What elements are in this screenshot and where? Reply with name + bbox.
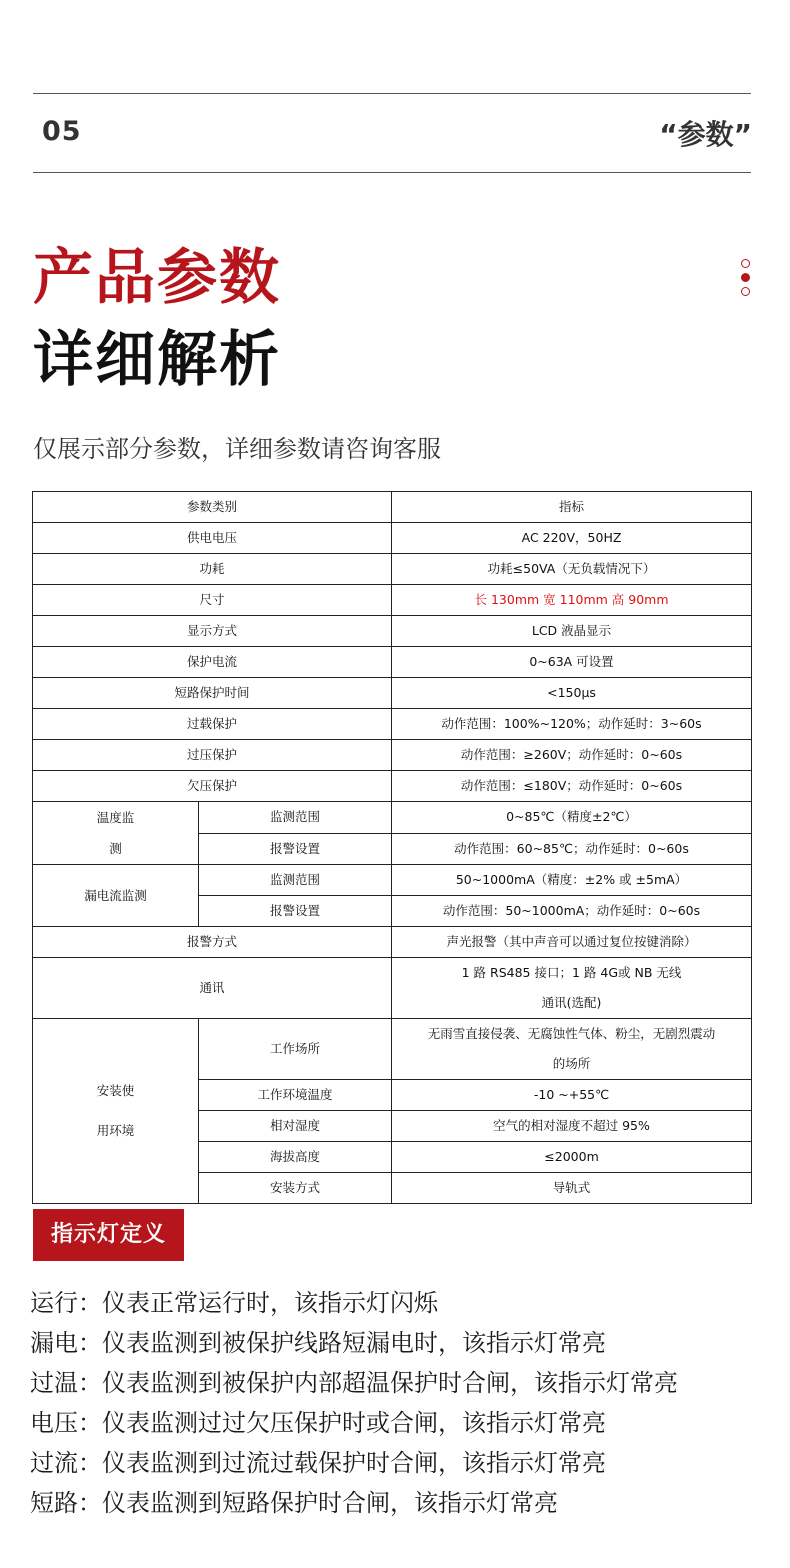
list-item: 运行：仪表正常运行时，该指示灯闪烁 — [30, 1289, 438, 1317]
row-value: 声光报警（其中声音可以通过复位按键消除） — [392, 927, 752, 958]
install-value-line: 无雨雪直接侵袭、无腐蚀性气体、粉尘，无剧烈震动 — [427, 1026, 716, 1041]
row-label: 报警方式 — [33, 927, 392, 958]
table-row — [33, 927, 752, 958]
install-value: 空气的相对湿度不超过 95% — [392, 1111, 752, 1142]
table-row — [33, 802, 752, 834]
table-row — [33, 647, 752, 678]
table-header-row — [33, 492, 752, 523]
row-value: LCD 液晶显示 — [392, 616, 752, 647]
temp-group-label — [33, 802, 199, 865]
table-row — [33, 523, 752, 554]
table-row — [33, 771, 752, 802]
row-value: AC 220V，50HZ — [392, 523, 752, 554]
row-label: 过压保护 — [33, 740, 392, 771]
parameter-table — [32, 491, 752, 1204]
table-row — [33, 709, 752, 740]
temp-label-part: 温度监 — [96, 810, 135, 825]
table-row — [33, 585, 752, 616]
install-sub-label: 海拔高度 — [199, 1142, 392, 1173]
bottom-divider — [33, 172, 751, 173]
row-value: 动作范围：100%~120%；动作延时：3~60s — [392, 709, 752, 740]
table-row — [33, 958, 752, 1019]
section-name: “参数” — [659, 118, 752, 151]
table-row — [33, 616, 752, 647]
install-value-line: 的场所 — [552, 1056, 591, 1071]
install-sub-label: 工作环境温度 — [199, 1080, 392, 1111]
dot-icon — [741, 287, 750, 296]
row-label: 欠压保护 — [33, 771, 392, 802]
table-row — [33, 554, 752, 585]
row-value: 动作范围：≤180V；动作延时：0~60s — [392, 771, 752, 802]
row-value-dimensions: 长 130mm 宽 110mm 高 90mm — [392, 585, 752, 616]
install-group-label — [33, 1019, 199, 1204]
top-divider — [33, 93, 751, 94]
install-value: ≤2000m — [392, 1142, 752, 1173]
list-item: 电压：仪表监测过过欠压保护时或合闸，该指示灯常亮 — [30, 1409, 606, 1437]
install-value: -10 ~+55℃ — [392, 1080, 752, 1111]
install-label-part: 用环境 — [96, 1123, 135, 1138]
install-sub-label: 工作场所 — [199, 1019, 392, 1080]
decorative-dots — [741, 259, 753, 301]
temp-sub-label: 报警设置 — [199, 833, 392, 865]
row-label: 通讯 — [33, 958, 392, 1019]
table-header-value: 指标 — [392, 492, 752, 523]
install-label-part: 安装使 — [96, 1083, 135, 1098]
comm-value-line: 通讯(选配) — [541, 995, 602, 1010]
install-value: 导轨式 — [392, 1173, 752, 1204]
row-label: 功耗 — [33, 554, 392, 585]
row-value: <150μs — [392, 678, 752, 709]
dot-icon — [741, 259, 750, 268]
list-item: 漏电：仪表监测到被保护线路短漏电时，该指示灯常亮 — [30, 1329, 606, 1357]
leak-group-label: 漏电流监测 — [33, 865, 199, 927]
install-value — [392, 1019, 752, 1080]
install-sub-label: 相对湿度 — [199, 1111, 392, 1142]
temp-sub-label: 监测范围 — [199, 802, 392, 834]
list-item: 过温：仪表监测到被保护内部超温保护时合闸，该指示灯常亮 — [30, 1369, 678, 1397]
leak-sub-label: 报警设置 — [199, 896, 392, 927]
leak-value: 50~1000mA（精度：±2% 或 ±5mA） — [392, 865, 752, 896]
list-item: 过流：仪表监测到过流过载保护时合闸，该指示灯常亮 — [30, 1449, 606, 1477]
page-title-black: 详细解析 — [33, 325, 281, 395]
page-title-red: 产品参数 — [33, 243, 281, 313]
row-value: 功耗≤50VA（无负载情况下） — [392, 554, 752, 585]
row-value — [392, 958, 752, 1019]
row-value: 0~63A 可设置 — [392, 647, 752, 678]
row-label: 显示方式 — [33, 616, 392, 647]
table-row — [33, 1019, 752, 1080]
row-value: 动作范围：≥260V；动作延时：0~60s — [392, 740, 752, 771]
section-number: 05 — [42, 116, 82, 147]
install-sub-label: 安装方式 — [199, 1173, 392, 1204]
leak-sub-label: 监测范围 — [199, 865, 392, 896]
table-row — [33, 740, 752, 771]
temp-value: 动作范围：60~85℃；动作延时：0~60s — [392, 833, 752, 865]
row-label: 保护电流 — [33, 647, 392, 678]
temp-value: 0~85℃（精度±2℃） — [392, 802, 752, 834]
row-label: 短路保护时间 — [33, 678, 392, 709]
row-label: 供电电压 — [33, 523, 392, 554]
row-label: 尺寸 — [33, 585, 392, 616]
table-row — [33, 865, 752, 896]
dot-filled-icon — [741, 273, 750, 282]
temp-label-part: 测 — [109, 841, 122, 856]
indicator-definition-badge: 指示灯定义 — [33, 1209, 184, 1261]
table-row — [33, 678, 752, 709]
row-label: 过载保护 — [33, 709, 392, 740]
table-header-category: 参数类别 — [33, 492, 392, 523]
list-item: 短路：仪表监测到短路保护时合闸，该指示灯常亮 — [30, 1489, 558, 1517]
subtitle: 仅展示部分参数，详细参数请咨询客服 — [33, 435, 441, 463]
leak-value: 动作范围：50~1000mA；动作延时：0~60s — [392, 896, 752, 927]
indicator-list — [30, 1283, 770, 1523]
comm-value-line: 1 路 RS485 接口；1 路 4G或 NB 无线 — [461, 965, 682, 980]
